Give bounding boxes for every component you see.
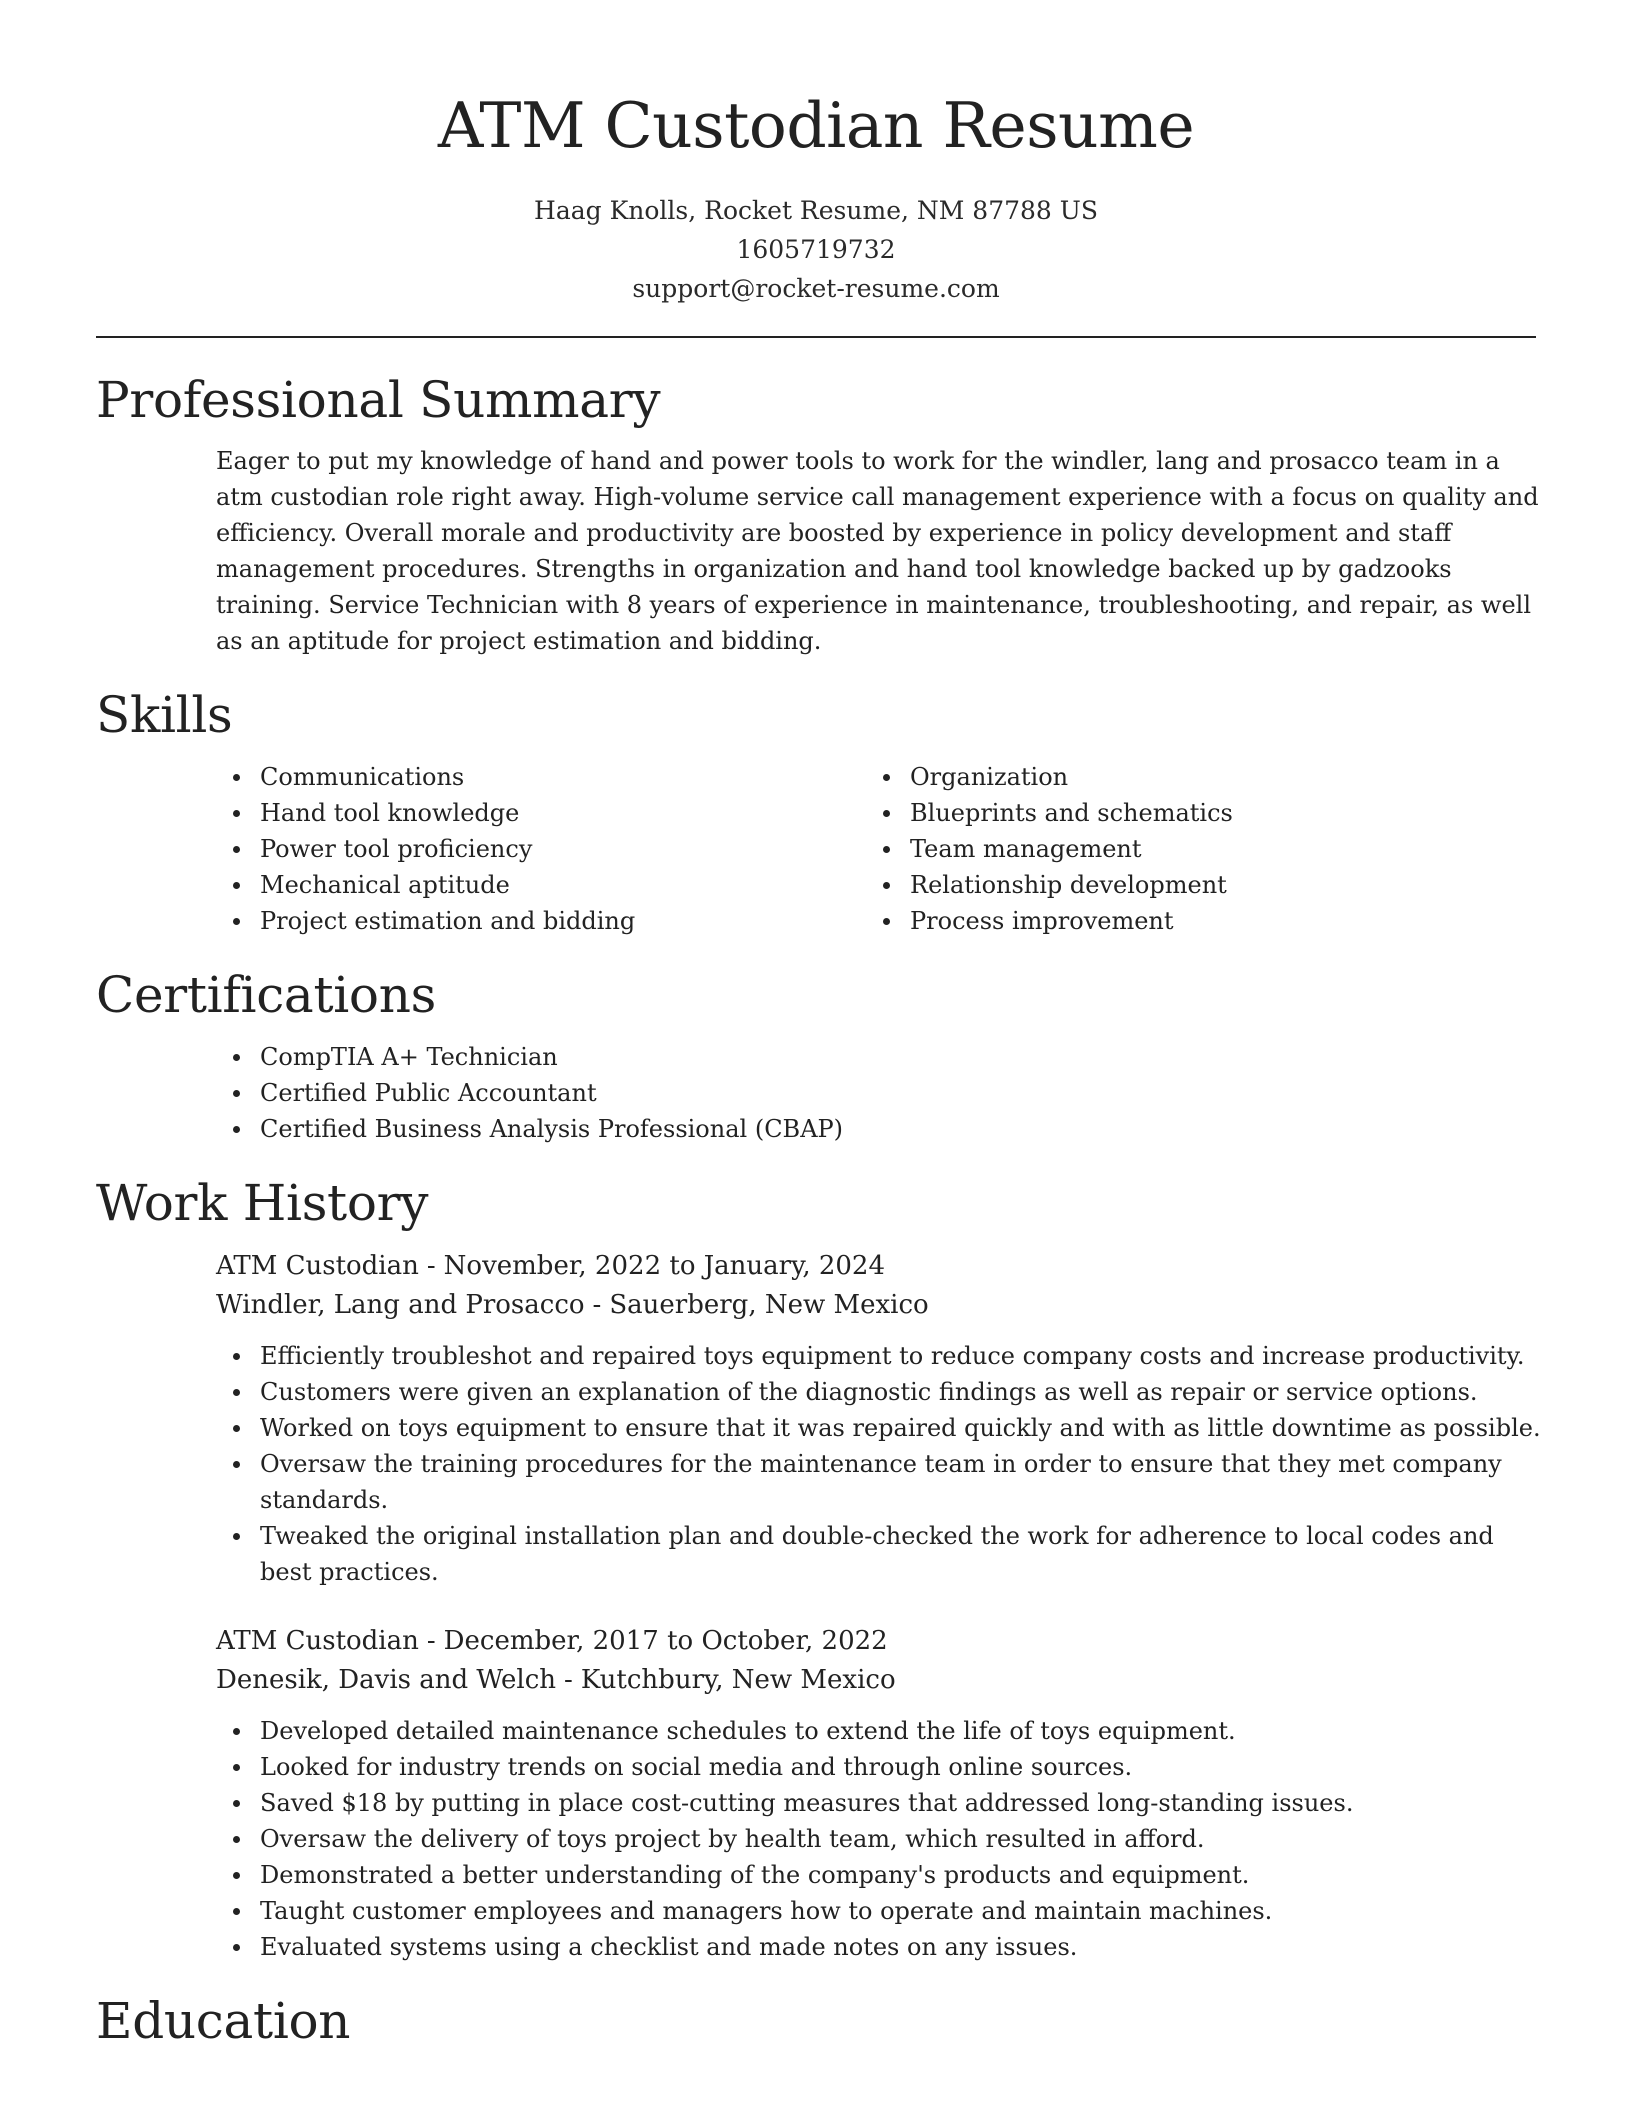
skills-columns (216, 759, 1536, 939)
contact-phone: 1605719732 (736, 235, 896, 264)
job-bullet: Efficiently troubleshot and repaired toys equipment to reduce company costs and increase productivity. (216, 1338, 1546, 1374)
job-bullet: Worked on toys equipment to ensure that it was repaired quickly and with as little downtime as possible. (216, 1410, 1546, 1446)
certification-item: Certified Business Analysis Professional (CBAP) (216, 1111, 1536, 1147)
skills-right-list (866, 759, 1516, 939)
certifications-heading: Certifications (96, 966, 436, 1024)
skill-item: Communications (216, 759, 866, 795)
job-bullet-list (216, 1338, 1546, 1590)
job-title-line (216, 1247, 1536, 1286)
contact-block (96, 191, 1536, 308)
summary-section (96, 368, 1539, 659)
job-dates: November, 2022 to January, 2024 (443, 1251, 886, 1281)
job-company-line (216, 1286, 1536, 1325)
skill-item: Process improvement (866, 903, 1516, 939)
certifications-list (216, 1039, 1536, 1147)
job-bullet: Saved $18 by putting in place cost-cutting measures that addressed long-standing issues. (216, 1785, 1546, 1821)
job-bullet: Taught customer employees and managers how to operate and maintain machines. (216, 1893, 1546, 1929)
skill-item: Team management (866, 831, 1516, 867)
job-entry (216, 1247, 1541, 1590)
job-bullet: Oversaw the delivery of toys project by health team, which resulted in afford. (216, 1821, 1546, 1857)
job-company: Denesik, Davis and Welch (216, 1665, 557, 1695)
job-title: ATM Custodian (216, 1626, 419, 1656)
job-bullet: Developed detailed maintenance schedules to extend the life of toys equipment. (216, 1713, 1546, 1749)
certification-item: CompTIA A+ Technician (216, 1039, 1536, 1075)
job-bullet: Oversaw the training procedures for the maintenance team in order to ensure that they met company standards. (216, 1446, 1546, 1518)
contact-email: support@rocket-resume.com (632, 274, 1000, 303)
education-section (96, 1989, 1536, 2053)
work-history-section (96, 1171, 1541, 1965)
job-title: ATM Custodian (216, 1251, 419, 1281)
job-bullet: Demonstrated a better understanding of the company's products and equipment. (216, 1857, 1546, 1893)
contact-address: Haag Knolls, Rocket Resume, NM 87788 US (534, 196, 1098, 225)
job-bullet: Tweaked the original installation plan and double-checked the work for adherence to local codes and best practices. (216, 1518, 1546, 1590)
skill-item: Organization (866, 759, 1516, 795)
job-separator: - (592, 1290, 602, 1320)
job-dates: December, 2017 to October, 2022 (443, 1626, 888, 1656)
job-company: Windler, Lang and Prosacco (216, 1290, 585, 1320)
job-bullet-list (216, 1713, 1546, 1965)
skills-section (96, 683, 1536, 939)
job-bullet: Looked for industry trends on social media and through online sources. (216, 1749, 1546, 1785)
certification-item: Certified Public Accountant (216, 1075, 1536, 1111)
resume-title: ATM Custodian Resume (437, 89, 1195, 162)
job-separator: - (426, 1626, 436, 1656)
header-divider (96, 336, 1536, 338)
summary-text: Eager to put my knowledge of hand and power tools to work for the windler, lang and prosacco team in a atm custodian role right away. High-volume service call management experience with a focus on quality and efficiency. Overall morale and productivity are boosted by experience in policy development and staff management procedures. Strengths in organization and hand tool knowledge backed up by gadzooks training. Service Technician with 8 years of experience in maintenance, troubleshooting, and repair, as well as an aptitude for project estimation and bidding. (216, 447, 1539, 655)
resume-page (96, 0, 1541, 2053)
work-history-heading: Work History (96, 1174, 429, 1232)
job-bullet: Customers were given an explanation of the diagnostic findings as well as repair or service options. (216, 1374, 1546, 1410)
summary-heading: Professional Summary (96, 371, 661, 429)
skill-item: Blueprints and schematics (866, 795, 1516, 831)
job-title-line (216, 1622, 1536, 1661)
skill-item: Relationship development (866, 867, 1516, 903)
job-entry (216, 1622, 1536, 1965)
skills-heading: Skills (96, 686, 233, 744)
job-company-line (216, 1661, 1536, 1700)
skill-item: Project estimation and bidding (216, 903, 866, 939)
skill-item: Hand tool knowledge (216, 795, 866, 831)
skills-left-list (216, 759, 866, 939)
job-location: Kutchbury, New Mexico (580, 1665, 896, 1695)
education-heading: Education (96, 1992, 351, 2050)
skill-item: Mechanical aptitude (216, 867, 866, 903)
job-separator: - (564, 1665, 573, 1695)
job-separator: - (426, 1251, 436, 1281)
certifications-section (96, 963, 1536, 1147)
skill-item: Power tool proficiency (216, 831, 866, 867)
job-bullet: Evaluated systems using a checklist and made notes on any issues. (216, 1929, 1546, 1965)
job-location: Sauerberg, New Mexico (609, 1290, 929, 1320)
